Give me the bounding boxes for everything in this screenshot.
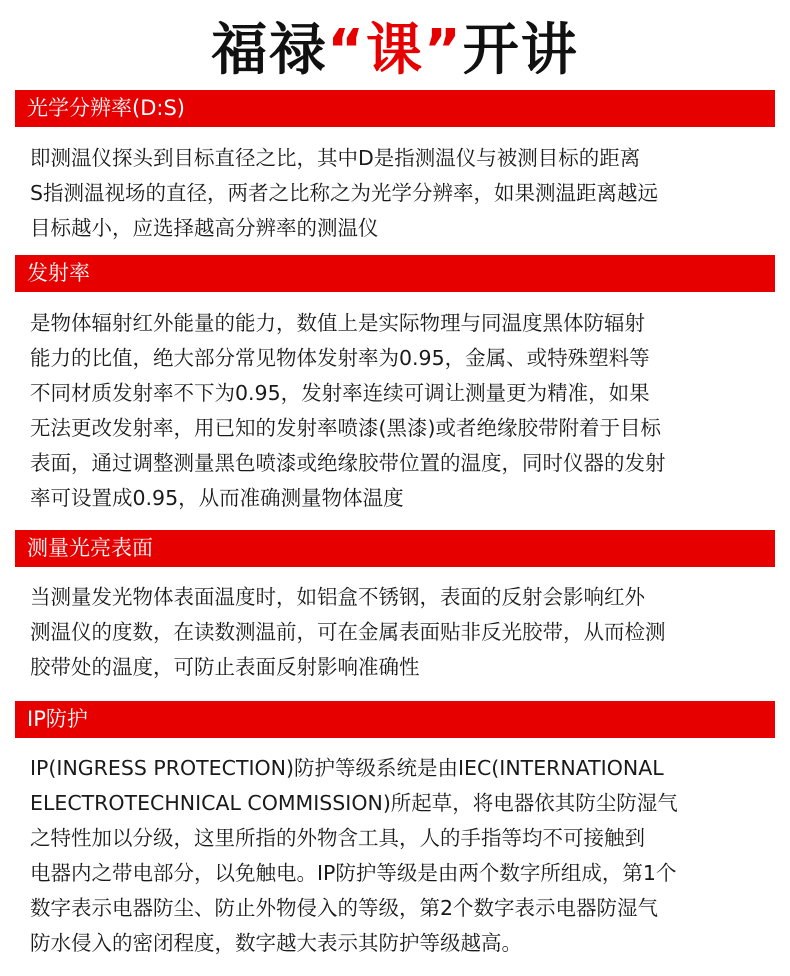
title-accent: “课” [327, 18, 463, 83]
paragraph-line: 无法更改发射率，用已知的发射率喷漆(黑漆)或者绝缘胶带附着于目标 [30, 416, 661, 440]
paragraph-line: 电器内之带电部分，以免触电。IP防护等级是由两个数字所组成，第1个 [30, 861, 677, 885]
paragraph-line: 是物体辐射红外能量的能力，数值上是实际物理与同温度黑体防辐射 [30, 311, 645, 335]
paragraph-line: 数字表示电器防尘、防止外物侵入的等级，第2个数字表示电器防湿气 [30, 896, 659, 920]
section-body-ip-protection [30, 751, 790, 961]
paragraph-line: 目标越小，应选择越高分辨率的测温仪 [30, 216, 379, 240]
paragraph-line: 表面，通过调整测量黑色喷漆或绝缘胶带位置的温度，同时仪器的发射 [30, 451, 666, 475]
paragraph-line: IP(INGRESS PROTECTION)防护等级系统是由IEC(INTERNATIONAL [30, 756, 664, 780]
paragraph-line: 能力的比值，绝大部分常见物体发射率为0.95，金属、或特殊塑料等 [30, 346, 650, 370]
paragraph-line: 当测量发光物体表面温度时，如铝盒不锈钢，表面的反射会影响红外 [30, 585, 645, 609]
section-body-emissivity [30, 306, 790, 516]
paragraph-line: 测温仪的度数，在读数测温前，可在金属表面贴非反光胶带，从而检测 [30, 620, 666, 644]
title-tail: 开讲 [462, 18, 579, 83]
paragraph-line: 胶带处的温度，可防止表面反射影响准确性 [30, 655, 420, 679]
paragraph-line: ELECTROTECHNICAL COMMISSION)所起草，将电器依其防尘防湿气 [30, 791, 678, 815]
page-title [0, 18, 790, 84]
paragraph-line: 防水侵入的密闭程度，数字越大表示其防护等级越高。 [30, 931, 522, 955]
title-main: 福禄 [211, 18, 328, 83]
section-heading-ip-protection: IP防护 [15, 701, 775, 738]
section-body-bright-surface [30, 580, 790, 685]
paragraph-line: 即测温仪探头到目标直径之比，其中D是指测温仪与被测目标的距离 [30, 146, 641, 170]
paragraph-line: 之特性加以分级，这里所指的外物含工具，人的手指等均不可接触到 [30, 826, 645, 850]
paragraph-line: 率可设置成0.95，从而准确测量物体温度 [30, 486, 404, 510]
paragraph-line: 不同材质发射率不下为0.95，发射率连续可调让测量更为精准，如果 [30, 381, 650, 405]
section-body-optical-resolution [30, 141, 790, 246]
section-heading-emissivity: 发射率 [15, 255, 775, 292]
section-heading-optical-resolution: 光学分辨率(D:S) [15, 90, 775, 127]
section-heading-bright-surface: 测量光亮表面 [15, 530, 775, 567]
paragraph-line: S指测温视场的直径，两者之比称之为光学分辨率，如果测温距离越远 [30, 181, 659, 205]
